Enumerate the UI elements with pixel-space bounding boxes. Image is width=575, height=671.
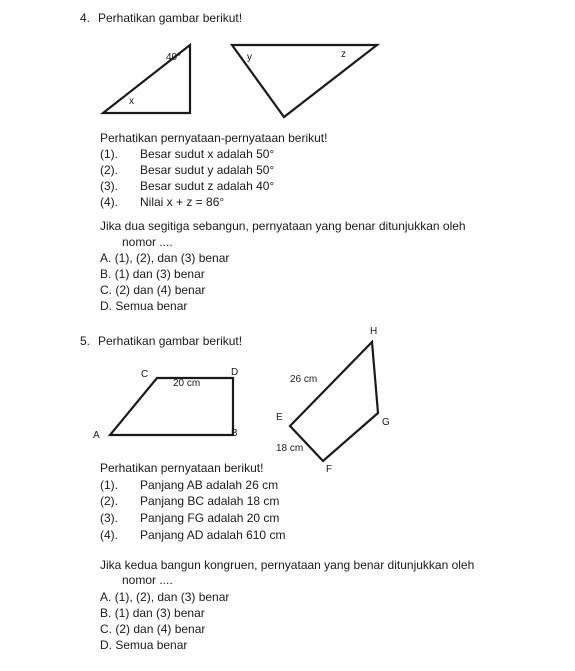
q4-statement-2-text: Besar sudut y adalah 50° — [140, 163, 275, 177]
q5-statement-2-number: (2). — [100, 494, 118, 508]
q4-statement-4-number: (4). — [100, 195, 118, 209]
q5-label-he-length: 26 cm — [290, 374, 318, 385]
q5-option-b-letter: B. — [100, 606, 112, 620]
q5-option-d-text: Semua benar — [115, 638, 188, 652]
q4-option-a-text: (1), (2), dan (3) benar — [114, 251, 230, 265]
q4-question-line-2: nomor .... — [122, 235, 173, 249]
q4-prompt: Perhatikan gambar berikut! — [98, 11, 243, 25]
q5-number: 5. — [80, 334, 91, 348]
q5-label-c: C — [141, 369, 149, 380]
q4-statement-1-text: Besar sudut x adalah 50° — [140, 147, 275, 161]
q5-prompt: Perhatikan gambar berikut! — [98, 334, 243, 348]
q4-y-label: y — [247, 52, 252, 63]
q4-number: 4. — [80, 11, 91, 25]
q4-angle-40-label: 40° — [166, 52, 182, 63]
q5-statement-4-number: (4). — [100, 528, 118, 542]
q5-statement-1-number: (1). — [100, 478, 118, 492]
q4-option-d-text: Semua benar — [115, 299, 188, 313]
q5-statement-3-number: (3). — [100, 511, 118, 525]
q5-question-line-1: Jika kedua bangun kongruen, pernyataan yang benar ditunjukkan oleh — [100, 558, 475, 572]
q5-label-h: H — [370, 326, 378, 337]
q4-option-b-text: (1) dan (3) benar — [114, 267, 205, 281]
q5-statement-2-text: Panjang BC adalah 18 cm — [140, 494, 280, 508]
q4-statement-2-number: (2). — [100, 163, 118, 177]
q4-option-c-letter: C. — [100, 283, 112, 297]
q5-option-d[interactable] — [100, 638, 187, 652]
q5-label-b: B — [231, 428, 238, 439]
q5-option-d-letter: D. — [100, 638, 112, 652]
q5-option-a-text: (1), (2), dan (3) benar — [114, 590, 230, 604]
q5-statement-3-text: Panjang FG adalah 20 cm — [140, 511, 280, 525]
q5-option-b[interactable] — [100, 606, 205, 620]
q5-label-a: A — [93, 430, 100, 441]
q5-label-cd-length: 20 cm — [173, 378, 201, 389]
q5-trapezoid-abcd — [110, 378, 233, 435]
q5-statement-1-text: Panjang AB adalah 26 cm — [140, 478, 279, 492]
q5-option-b-text: (1) dan (3) benar — [114, 606, 205, 620]
q4-question-line-1: Jika dua segitiga sebangun, pernyataan yang benar ditunjukkan oleh — [100, 219, 466, 233]
q5-label-f: F — [326, 464, 333, 475]
q5-label-d: D — [231, 367, 239, 378]
q4-z-label: z — [341, 49, 346, 60]
q4-x-label: x — [129, 96, 134, 107]
q5-question-line-2: nomor .... — [122, 573, 173, 587]
q4-option-b-letter: B. — [100, 267, 112, 281]
q5-label-g: G — [382, 417, 390, 428]
q5-option-a[interactable] — [100, 590, 229, 604]
q4-statement-4-text: Nilai x + z = 86° — [140, 195, 225, 209]
q5-option-c[interactable] — [100, 622, 205, 636]
q5-label-ef-length: 18 cm — [276, 443, 304, 454]
q5-statement-4-text: Panjang AD adalah 610 cm — [140, 528, 286, 542]
q5-label-e: E — [276, 412, 283, 423]
q4-option-a-letter: A. — [100, 251, 112, 265]
q5-option-a-letter: A. — [100, 590, 112, 604]
q5-statements-intro: Perhatikan pernyataan berikut! — [100, 461, 264, 475]
q4-statement-1-number: (1). — [100, 147, 118, 161]
q5-option-c-letter: C. — [100, 622, 112, 636]
q4-option-d-letter: D. — [100, 299, 112, 313]
q4-statement-3-text: Besar sudut z adalah 40° — [140, 179, 275, 193]
q4-option-c-text: (2) dan (4) benar — [115, 283, 206, 297]
q4-statement-3-number: (3). — [100, 179, 118, 193]
q5-option-c-text: (2) dan (4) benar — [115, 622, 206, 636]
q4-statements-intro: Perhatikan pernyataan-pernyataan berikut! — [100, 131, 328, 145]
